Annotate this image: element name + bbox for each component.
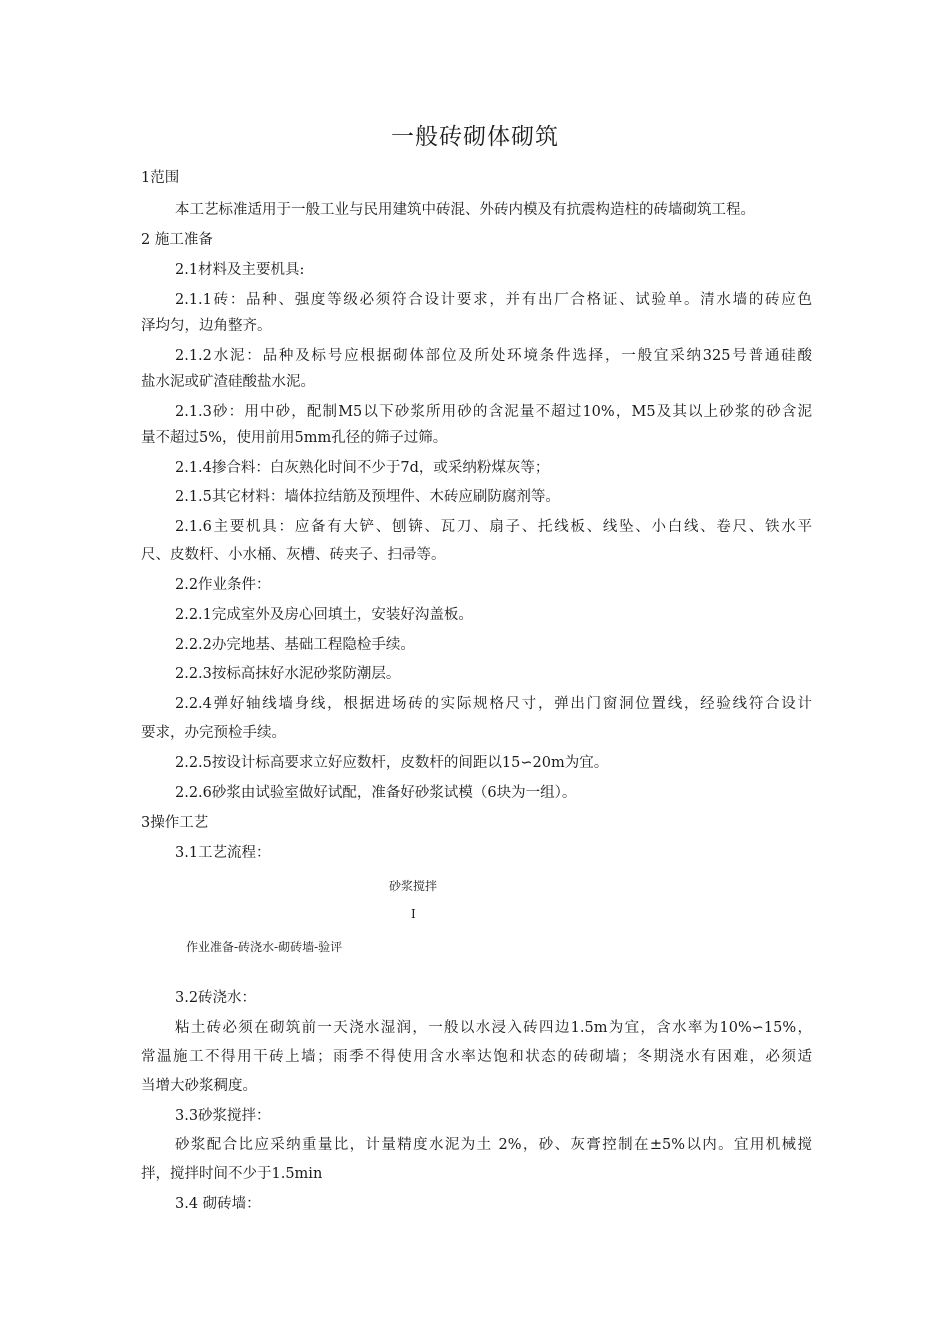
paragraph-line: 2.2.3按标高抹好水泥砂浆防潮层。: [175, 666, 401, 682]
subsection-heading: 3.1工艺流程：: [175, 845, 271, 861]
flow-main-line: 作业准备-砖浇水-砌砖墙-验评: [186, 940, 343, 954]
section-heading: 2 施工准备: [141, 232, 213, 248]
paragraph-line: 2.2.4弹好轴线墙身线，根据进场砖的实际规格尺寸，弹出门窗洞位置线，经验线符合设计: [175, 696, 812, 712]
paragraph-line: 2.1.4掺合料：白灰熟化时间不少于7d，或采纳粉煤灰等；: [175, 460, 550, 476]
subsection-heading: 2.2作业条件：: [175, 577, 271, 593]
paragraph-line: 2.1.1砖：品种、强度等级必须符合设计要求，并有出厂合格证、试验单。清水墙的砖应色: [175, 292, 812, 308]
paragraph-line: 当增大砂浆稠度。: [141, 1078, 257, 1094]
flow-connector: I: [411, 907, 416, 921]
paragraph-line: 砂浆配合比应采纳重量比，计量精度水泥为土 2%，砂、灰膏控制在±5%以内。宜用机械搅: [175, 1137, 812, 1153]
section-heading: 1范围: [141, 170, 180, 186]
doc-title: 一般砖砌体砌筑: [391, 124, 559, 150]
paragraph-line: 量不超过5%，使用前用5mm孔径的筛子过筛。: [141, 430, 448, 446]
subsection-heading: 3.2砖浇水：: [175, 990, 257, 1006]
subsection-heading: 2.1材料及主要机具:: [175, 262, 305, 278]
paragraph-line: 2.1.5其它材料：墙体拉结筋及预埋件、木砖应刷防腐剂等。: [175, 489, 560, 505]
paragraph-line: 盐水泥或矿渣硅酸盐水泥。: [141, 374, 315, 390]
paragraph-line: 2.2.2办完地基、基础工程隐检手续。: [175, 637, 415, 653]
paragraph-line: 常温施工不得用干砖上墙；雨季不得使用含水率达饱和状态的砖砌墙；冬期浇水有困难，必须适: [141, 1049, 812, 1065]
paragraph-line: 2.2.6砂浆由试验室做好试配，准备好砂浆试模（6块为一组）。: [175, 785, 577, 801]
paragraph-line: 泽均匀，边角整齐。: [141, 318, 272, 334]
flow-branch-label: 砂浆搅拌: [389, 879, 438, 893]
paragraph-line: 2.1.6主要机具：应备有大铲、刨锛、瓦刀、扇子、托线板、线坠、小白线、卷尺、铁水平: [175, 519, 812, 535]
paragraph-line: 本工艺标准适用于一般工业与民用建筑中砖混、外砖内模及有抗震构造柱的砖墙砌筑工程。: [175, 202, 755, 218]
paragraph-line: 2.1.2水泥：品种及标号应根据砌体部位及所处环境条件选择，一般宜采纳325号普通硅酸: [175, 348, 812, 364]
paragraph-line: 要求，办完预检手续。: [141, 725, 286, 741]
paragraph-line: 2.1.3砂：用中砂，配制M5以下砂浆所用砂的含泥量不超过10%，M5及其以上砂浆的砂含泥: [175, 404, 812, 420]
subsection-heading: 3.3砂浆搅拌：: [175, 1108, 271, 1124]
paragraph-line: 2.2.1完成室外及房心回填土，安装好沟盖板。: [175, 607, 473, 623]
paragraph-line: 粘土砖必须在砌筑前一天浇水湿润，一般以水浸入砖四边1.5m为宜，含水率为10%∽15%，: [175, 1020, 812, 1036]
paragraph-line: 尺、皮数杆、小水桶、灰槽、砖夹子、扫帚等。: [141, 547, 446, 563]
paragraph-line: 拌，搅拌时间不少于1.5min: [141, 1166, 323, 1182]
paragraph-line: 2.2.5按设计标高要求立好应数杆，皮数杆的间距以15∽20m为宜。: [175, 755, 609, 771]
section-heading: 3操作工艺: [141, 815, 209, 831]
subsection-heading: 3.4 砌砖墙：: [175, 1196, 261, 1212]
